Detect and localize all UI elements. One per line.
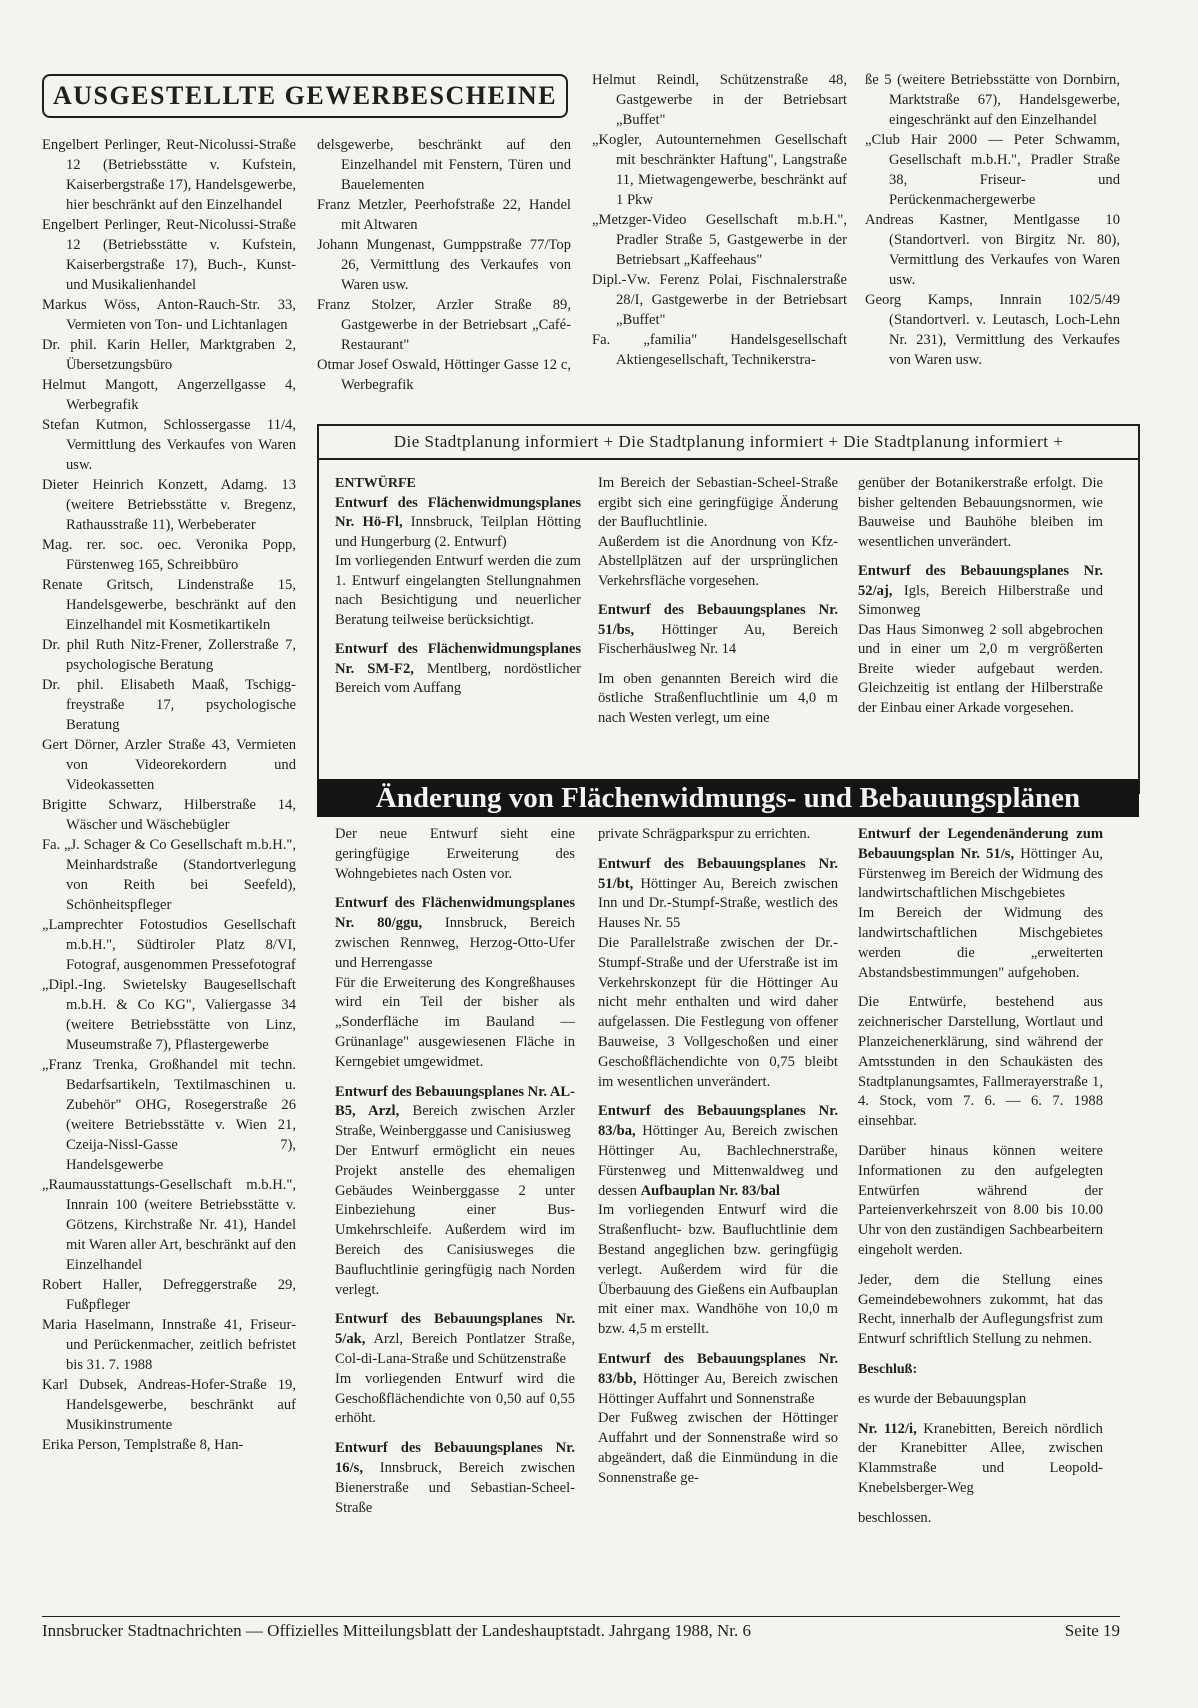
change-description: Der neue Entwurf sieht eine geringfügige Erweiterung des Wohngebietes nach Osten vor. xyxy=(335,826,575,882)
resolution-heading: Beschluß: xyxy=(858,1361,918,1377)
license-entry: Engelbert Perlinger, Reut-Nicolussi-Straße 12 (Betriebsstätte v. Kufstein, Kaiserbergstraße 17), Buch-, Kunst- und Musikalienhandel xyxy=(42,217,296,293)
drafts-column-2 xyxy=(598,474,838,728)
license-entry: Markus Wöss, Anton-Rauch-Str. 33, Vermieten von Ton- und Lichtanlagen xyxy=(42,297,296,333)
resolution-intro: es wurde der Bebauungsplan xyxy=(858,1390,1027,1407)
license-entry: Helmut Mangott, Angerzellgasse 4, Werbegrafik xyxy=(42,377,296,413)
license-entry: Franz Metzler, Peerhofstraße 22, Handel mit Altwaren xyxy=(317,197,571,233)
license-entry: Renate Gritsch, Lindenstraße 15, Handelsgewerbe, beschränkt auf den Einzelhandel mit Kosmetikartikeln xyxy=(42,577,296,633)
stadtplanung-banner: Die Stadtplanung informiert + Die Stadtplanung informiert + Die Stadtplanung informiert + xyxy=(319,426,1138,460)
change-plan-al-b5: Entwurf des Bebauungsplanes Nr. AL-B5, Arzl, Bereich zwischen Arzler Straße, Weinberggasse und Canisiusweg xyxy=(335,1083,575,1140)
change-legend-51-s: Entwurf der Legendenänderung zum Bebauungsplan Nr. 51/s, Höttinger Au, Fürstenweg im Bereich der Widmung des landwirtschaftlichen Mischgebietes xyxy=(858,826,1103,902)
change-description: Für die Erweiterung des Kongreßhauses wird ein Teil der bisher als „Sonderfläche im Bauland — Grünanlage" ausgewiesenen Fläche in Kerngebiet umgewidmet. xyxy=(335,974,575,1070)
licenses-column-3 xyxy=(592,70,847,370)
license-entry: „Metzger-Video Gesellschaft m.b.H.", Pradler Straße 5, Gastgewerbe in der Betriebsart „Kaffeehaus" xyxy=(592,212,847,268)
plan-title: Entwurf des Flächenwidmungsplanes Nr. SM-F2, xyxy=(335,641,581,677)
plan-title: Entwurf des Bebauungsplanes Nr. 52/aj, xyxy=(858,563,1103,599)
changes-column-2 xyxy=(598,825,838,1489)
license-entry: Brigitte Schwarz, Hilberstraße 14, Wäscher und Wäschebügler xyxy=(42,797,296,833)
change-plan-80-ggu: Entwurf des Flächenwidmungsplanes Nr. 80/ggu, Innsbruck, Bereich zwischen Rennweg, Herzog-Otto-Ufer und Herrengasse xyxy=(335,895,575,971)
objection-notice: Jeder, dem die Stellung eines Gemeindebewohners zukommt, hat das Recht, innerhalb der Auflegungsfrist zum Entwurf schriftlich Stellung zu nehmen. xyxy=(858,1271,1103,1348)
license-entry: Karl Dubsek, Andreas-Hofer-Straße 19, Handelsgewerbe, beschränkt auf Musikinstrumente xyxy=(42,1377,296,1433)
license-entry: „Club Hair 2000 — Peter Schwamm, Gesellschaft m.b.H.", Pradler Straße 38, Friseur- und Perückenmachergewerbe xyxy=(865,132,1120,208)
change-description: Der Fußweg zwischen der Höttinger Auffahrt und der Sonnenstraße wird so abgeändert, daß die Einmündung in die Sonnenstraße ge- xyxy=(598,1410,838,1486)
plan-title: Entwurf des Bebauungsplanes Nr. 51/bt, xyxy=(598,855,838,892)
draft-description: Im Bereich der Sebastian-Scheel-Straße ergibt sich eine geringfügige Änderung der Baufluchtlinie. xyxy=(598,475,838,530)
change-plan-83-ba: Entwurf des Bebauungsplanes Nr. 83/ba, Höttinger Au, Bereich zwischen Höttinger Au, Bachlechnerstraße, Fürstenweg und Mittenwaldweg und dessen Aufbauplan Nr. 83/bal xyxy=(598,1103,838,1199)
licenses-column-2 xyxy=(317,135,571,395)
licenses-column-1 xyxy=(42,135,296,1455)
license-entry: Dr. phil Ruth Nitz-Frener, Zollerstraße 7, psychologische Beratung xyxy=(42,637,296,673)
change-description: Im vorliegenden Entwurf wird die Straßenflucht- bzw. Baufluchtlinie dem Bestand angeglichen bzw. geringfügig verlegt. Außerdem wird für die Überbauung des Gießens ein Aufbauplan mit einer max. Wandhöhe von 10,0 m bzw. 4,5 m erstellt. xyxy=(598,1202,838,1338)
license-entry: Dr. phil. Karin Heller, Marktgraben 2, Übersetzungsbüro xyxy=(42,337,296,373)
license-entry: Engelbert Perlinger, Reut-Nicolussi-Straße 12 (Betriebsstätte v. Kufstein, Kaiserbergstraße 17), Handelsgewerbe, hier beschränkt auf den Einzelhandel xyxy=(42,137,296,213)
change-description: private Schrägparkspur zu errichten. xyxy=(598,826,811,842)
plan-title: Entwurf des Flächenwidmungsplanes Nr. Hö-Fl, xyxy=(335,494,581,530)
change-plan-83-bb: Entwurf des Bebauungsplanes Nr. 83/bb, Höttinger Au, Bereich zwischen Höttinger Auffahrt und Sonnenstraße xyxy=(598,1350,838,1407)
changes-column-1 xyxy=(335,825,575,1518)
license-entry: Dr. phil. Elisabeth Maaß, Tschigg-freystraße 17, psychologische Beratung xyxy=(42,677,296,733)
plan-title: Entwurf des Bebauungsplanes Nr. 83/bb, xyxy=(598,1350,838,1387)
public-display-notice: Die Entwürfe, bestehend aus zeichnerischer Darstellung, Wortlaut und Planzeichenerklärung, sind während der Amtsstunden in den Schaukästen des Stadtplanungsamtes, Fallmerayerstraße 1, 4. Stock, vom 7. 6. — 6. 7. 1988 einsehbar. xyxy=(858,994,1103,1130)
plan-title: Entwurf der Legendenänderung zum Bebauungsplan Nr. 51/s, xyxy=(858,826,1103,862)
license-entry: Mag. rer. soc. oec. Veronika Popp, Fürstenweg 165, Schreibbüro xyxy=(42,537,296,573)
license-entry: „Franz Trenka, Großhandel mit techn. Bedarfsartikeln, Textilmaschinen u. Zubehör" OHG, Rosegerstraße 26 (weitere Betriebsstätte v. Wien 21, Czeija-Nissl-Gasse 7), Handelsgewerbe xyxy=(42,1057,296,1173)
draft-plan-51-bs: Entwurf des Bebauungsplanes Nr. 51/bs, Höttinger Au, Bereich Fischerhäuslweg Nr. 14 xyxy=(598,602,838,657)
draft-description: Außerdem ist die Anordnung von Kfz-Abstellplätzen auf der ursprünglichen Verkehrsfläche vorgesehen. xyxy=(598,533,838,589)
license-entry: Gert Dörner, Arzler Straße 43, Vermieten von Videorekordern und Videokassetten xyxy=(42,737,296,793)
license-entry: Maria Haselmann, Innstraße 41, Friseur- und Perückenmacher, zeitlich befristet bis 31. 7. 1988 xyxy=(42,1317,296,1373)
change-description: Im vorliegenden Entwurf wird die Geschoßflächendichte von 0,50 auf 0,55 erhöht. xyxy=(335,1370,575,1427)
page-number: Seite 19 xyxy=(1064,1621,1120,1640)
change-plan-51-bt: Entwurf des Bebauungsplanes Nr. 51/bt, Höttinger Au, Bereich zwischen Inn und Dr.-Stumpf-Straße, westlich des Hauses Nr. 55 xyxy=(598,855,838,932)
resolution-outro: beschlossen. xyxy=(858,1509,932,1526)
plan-changes-banner: Änderung von Flächenwidmungs- und Bebauungsplänen xyxy=(317,779,1139,817)
license-entry: Robert Haller, Defreggerstraße 29, Fußpfleger xyxy=(42,1277,296,1313)
drafts-column-1 xyxy=(335,474,581,699)
plan-title: Entwurf des Flächenwidmungsplanes Nr. 80/ggu, xyxy=(335,895,575,932)
draft-plan-52-aj: Entwurf des Bebauungsplanes Nr. 52/aj, Igls, Bereich Hilberstraße und Simonweg xyxy=(858,563,1103,618)
plan-title: Entwurf des Bebauungsplanes Nr. 83/ba, xyxy=(598,1103,838,1140)
changes-column-3 xyxy=(858,825,1103,1529)
plan-title: Aufbauplan Nr. 83/bal xyxy=(640,1182,780,1199)
license-entry: Johann Mungenast, Gumppstraße 77/Top 26, Vermittlung des Verkaufes von Waren usw. xyxy=(317,237,571,293)
page-footer xyxy=(42,1616,1120,1641)
resolution-plan-112-i: Nr. 112/i, Kranebitten, Bereich nördlich der Kranebitter Allee, zwischen Klammstraße und Leopold-Knebelsberger-Weg xyxy=(858,1420,1103,1496)
change-description: Der Entwurf ermöglicht ein neues Projekt anstelle des ehemaligen Gebäudes Weinberggasse 2 unter Einbeziehung einer Bus-Umkehrschleife. Außerdem wird im Bereich des Canisiusweges die Baufluchtlinie geringfügig nach Norden verlegt. xyxy=(335,1142,575,1298)
license-entry: Dipl.-Vw. Ferenz Polai, Fischnalerstraße 28/I, Gastgewerbe in der Betriebsart „Buffet" xyxy=(592,272,847,328)
draft-plan-hoe-fl: Entwurf des Flächenwidmungsplanes Nr. Hö-Fl, Innsbruck, Teilplan Hötting und Hungerburg (2. Entwurf) xyxy=(335,494,581,550)
license-entry: Franz Stolzer, Arzler Straße 89, Gastgewerbe in der Betriebsart „Café-Restaurant" xyxy=(317,297,571,353)
draft-description: Im oben genannten Bereich wird die östliche Straßenfluchtlinie um 4,0 m nach Westen verlegt, um eine xyxy=(598,670,838,726)
license-entry: Georg Kamps, Innrain 102/5/49 (Standortverl. v. Leutasch, Loch-Lehn Nr. 231), Vermittlung des Verkaufes von Waren usw. xyxy=(865,292,1120,368)
license-entry: ße 5 (weitere Betriebsstätte von Dornbirn, Marktstraße 67), Handelsgewerbe, eingeschränkt auf den Einzelhandel xyxy=(865,72,1120,128)
plan-title: Entwurf des Bebauungsplanes Nr. AL-B5, Arzl, xyxy=(335,1083,575,1120)
plan-title: Entwurf des Bebauungsplanes Nr. 5/ak, xyxy=(335,1311,575,1348)
license-entry: Helmut Reindl, Schützenstraße 48, Gastgewerbe in der Betriebsart „Buffet" xyxy=(592,72,847,128)
licenses-column-4 xyxy=(865,70,1120,370)
change-description: Die Parallelstraße zwischen der Dr.-Stumpf-Straße und der Uferstraße ist im Verkehrskonzept für die Höttinger Au nicht mehr enthalten und wird daher aufgelassen. Die Festlegung von offener Bauweise, 3 Vollgeschoßen und einer Geschoßflächendichte von 0,75 bleibt im wesentlichen unverändert. xyxy=(598,934,838,1090)
plan-title: Entwurf des Bebauungsplanes Nr. 16/s, xyxy=(335,1440,575,1476)
draft-plan-sm-f2: Entwurf des Flächenwidmungsplanes Nr. SM-F2, Mentlberg, nordöstlicher Bereich vom Auffang xyxy=(335,641,581,696)
information-notice: Darüber hinaus können weitere Informationen zu den aufgelegten Entwürfen während der Parteienverkehrszeit von 8.00 bis 10.00 Uhr von den zuständigen Sachbearbeitern eingeholt werden. xyxy=(858,1142,1103,1258)
license-entry: Fa. „familia" Handelsgesellschaft Aktiengesellschaft, Technikerstra- xyxy=(592,332,847,368)
license-entry: Fa. „J. Schager & Co Gesellschaft m.b.H.", Meinhardstraße (Standortverlegung von Reith bei Seefeld), Schönheitspfleger xyxy=(42,837,296,913)
license-entry: Otmar Josef Oswald, Höttinger Gasse 12 c, Werbegrafik xyxy=(317,357,571,393)
license-entry: Stefan Kutmon, Schlossergasse 11/4, Vermittlung des Verkaufes von Waren usw. xyxy=(42,417,296,473)
license-entry: „Raumausstattungs-Gesellschaft m.b.H.", Innrain 100 (weitere Betriebsstätte v. Götzens, Kirchstraße Nr. 41), Handel mit Waren aller Art, beschränkt auf den Einzelhandel xyxy=(42,1177,296,1273)
draft-description: Im vorliegenden Entwurf werden die zum 1. Entwurf eingelangten Stellungnahmen nach Besichtigung und neuerlicher Beratung teilweise berücksichtigt. xyxy=(335,553,581,628)
plan-title: Nr. 112/i, xyxy=(858,1420,917,1437)
change-description: Im Bereich der Widmung des landwirtschaftlichen Mischgebietes werden die „erweiterten Abstandsbestimmungen" aufgehoben. xyxy=(858,905,1103,981)
drafts-column-3 xyxy=(858,474,1103,718)
plan-title: Entwurf des Bebauungsplanes Nr. 51/bs, xyxy=(598,602,838,638)
change-plan-16-s: Entwurf des Bebauungsplanes Nr. 16/s, Innsbruck, Bereich zwischen Bienerstraße und Sebastian-Scheel-Straße xyxy=(335,1440,575,1516)
drafts-heading: ENTWÜRFE xyxy=(335,476,416,491)
change-plan-5-ak: Entwurf des Bebauungsplanes Nr. 5/ak, Arzl, Bereich Pontlatzer Straße, Col-di-Lana-Straße und Schützenstraße xyxy=(335,1311,575,1367)
section-title: AUSGESTELLTE GEWERBESCHEINE xyxy=(42,74,568,118)
license-entry: Andreas Kastner, Mentlgasse 10 (Standortverl. von Birgitz Nr. 80), Vermittlung des Verkaufes von Waren usw. xyxy=(865,212,1120,288)
license-entry: „Lamprechter Fotostudios Gesellschaft m.b.H.", Südtiroler Platz 8/VI, Fotograf, ausgenommen Pressefotograf xyxy=(42,917,296,973)
draft-description: Das Haus Simonweg 2 soll abgebrochen und in einer um 2,0 m vergrößerten Breite wieder aufgebaut werden. Gleichzeitig ist entlang der Hilberstraße der Einbau einer Arkade vorgesehen. xyxy=(858,621,1103,716)
license-entry: delsgewerbe, beschränkt auf den Einzelhandel mit Fenstern, Türen und Bauelementen xyxy=(317,137,571,193)
publication-line: Innsbrucker Stadtnachrichten — Offizielles Mitteilungsblatt der Landeshauptstadt. Jahrgang 1988, Nr. 6 xyxy=(42,1621,751,1640)
license-entry: „Dipl.-Ing. Swietelsky Baugesellschaft m.b.H. & Co KG", Valiergasse 34 (weitere Betriebsstätte von Linz, Museumstraße 7), Pflastergewerbe xyxy=(42,977,296,1053)
license-entry: „Kogler, Autounternehmen Gesellschaft mit beschränkter Haftung", Langstraße 11, Mietwagengewerbe, beschränkt auf 1 Pkw xyxy=(592,132,847,208)
license-entry: Erika Person, Templstraße 8, Han- xyxy=(42,1437,244,1453)
draft-description: genüber der Botanikerstraße erfolgt. Die bisher geltenden Bebauungsnormen, wie Bauweise und Bauhöhe bleiben im wesentlichen unverändert. xyxy=(858,475,1103,550)
license-entry: Dieter Heinrich Konzett, Adamg. 13 (weitere Betriebsstätte v. Bregenz, Rathausstraße 11), Werbeberater xyxy=(42,477,296,533)
